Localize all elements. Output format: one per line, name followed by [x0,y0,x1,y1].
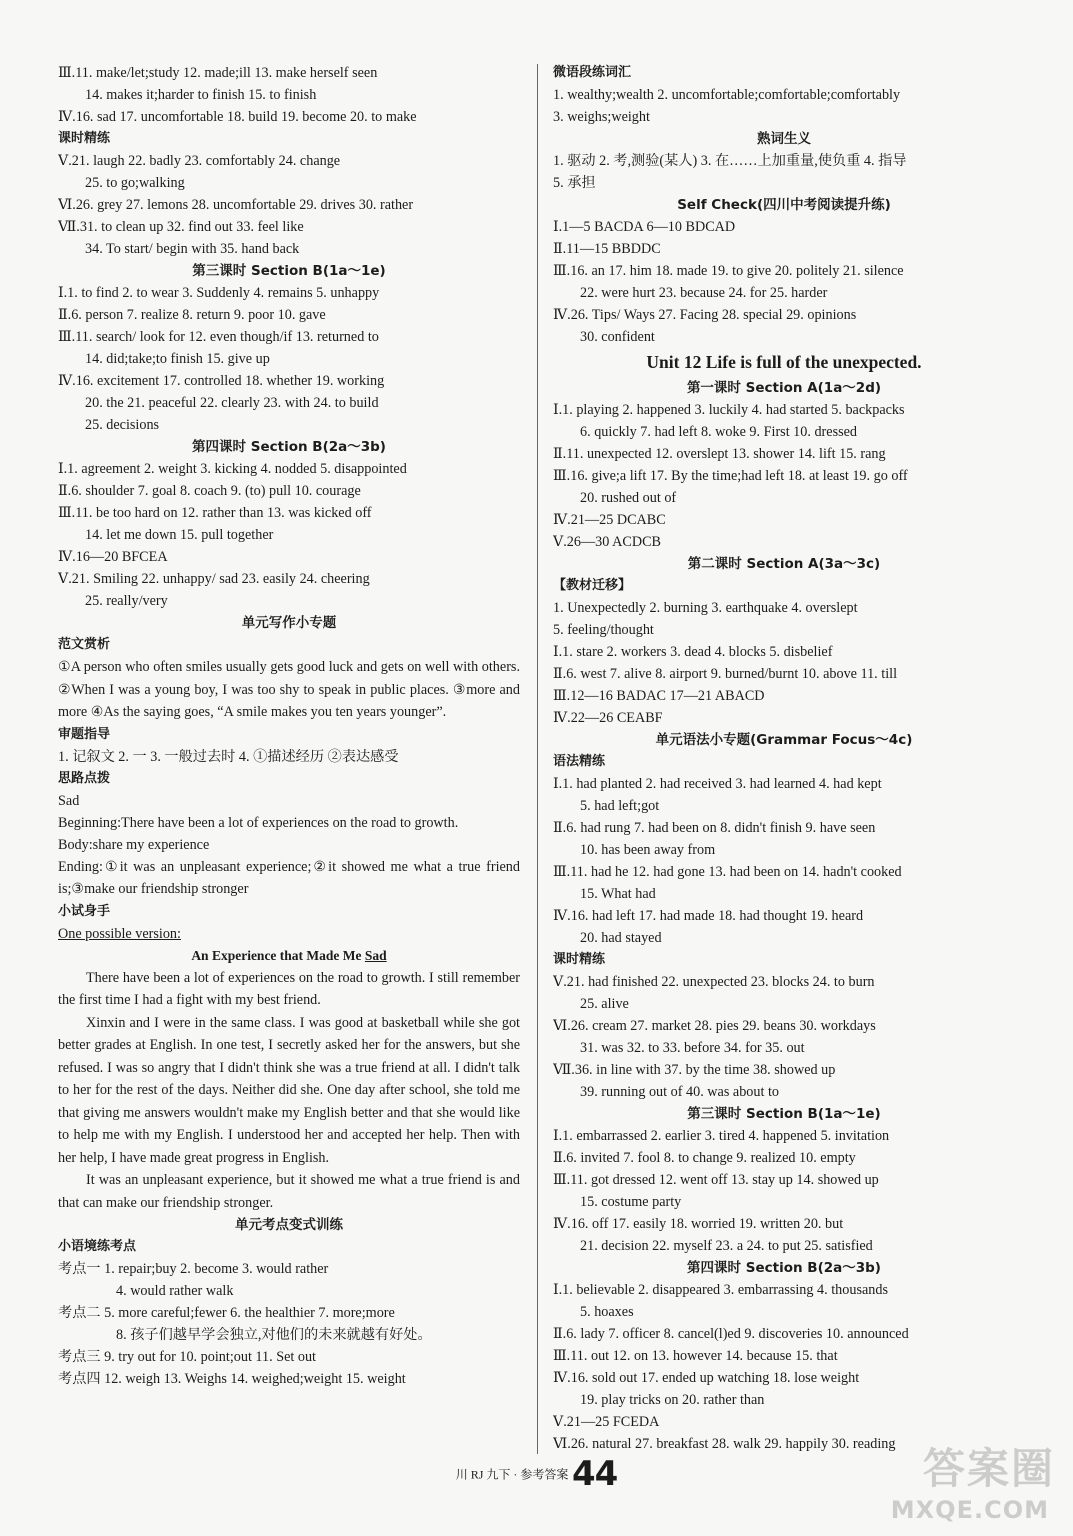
section-heading: 单元考点变式训练 [235,1217,343,1233]
answer-line: Ⅰ.1. believable 2. disappeared 3. embarrassing 4. thousands [553,1282,888,1298]
watermark-en: MXQE.COM [890,1496,1049,1524]
right-column [553,62,1015,1455]
answer-line: 30. confident [580,329,655,345]
answer-line: 3. weighs;weight [553,109,650,125]
answer-line: 14. let me down 15. pull together [85,527,274,543]
answer-line: Ⅲ.11. out 12. on 13. however 14. because 15. that [553,1348,838,1364]
section-heading: 熟词生义 [757,131,811,147]
answer-line: 5. had left;got [580,798,660,814]
answer-line: Ⅱ.6. lady 7. officer 8. cancel(l)ed 9. discoveries 10. announced [553,1326,909,1342]
answer-line: 15. costume party [580,1194,682,1210]
answer-line: Ⅰ.1. embarrassed 2. earlier 3. tired 4. happened 5. invitation [553,1128,890,1144]
answer-line: 25. decisions [85,417,160,433]
possible-version-label: One possible version: [58,925,181,942]
answer-line: Ⅱ.6. invited 7. fool 8. to change 9. realized 10. empty [553,1150,856,1166]
answer-line: 19. play tricks on 20. rather than [580,1392,765,1408]
writing-guide [58,724,520,856]
answer-line: Ⅴ.21. laugh 22. badly 23. comfortably 24. change [58,153,341,169]
answer-line: Ⅲ.11. got dressed 12. went off 13. stay up 14. showed up [553,1172,879,1188]
subsection-label: 小语境练考点 [58,1239,137,1254]
section-heading: Self Check(四川中考阅读提升练) [677,197,891,213]
answer-line: Ⅰ.1. agreement 2. weight 3. kicking 4. nodded 5. disappointed [58,461,407,477]
subsection-label: 审题指导 [58,726,111,742]
answer-line: 1. Unexpectedly 2. burning 3. earthquake 4. overslept [553,600,858,616]
answer-line: Ⅵ.26. natural 27. breakfast 28. walk 29. happily 30. reading [553,1436,896,1452]
subsection-label: 课时精练 [553,952,606,967]
answer-line: Ⅰ.1. to find 2. to wear 3. Suddenly 4. remains 5. unhappy [58,285,380,301]
answer-line: Ⅰ.1. had planted 2. had received 3. had learned 4. had kept [553,776,882,792]
answer-line: Ⅴ.21. had finished 22. unexpected 23. blocks 24. to burn [553,974,875,990]
answer-line: Ⅳ.21—25 DCABC [553,512,666,528]
answer-line: Ⅰ.1. stare 2. workers 3. dead 4. blocks 5. disbelief [553,644,833,660]
answer-line: Ⅳ.16. excitement 17. controlled 18. whether 19. working [58,373,385,389]
trial-label: 小试身手 [58,903,111,919]
essay-paragraph-1: There have been a lot of experiences on the road to growth. I still remember the first time I had a fight with my best friend. [58,969,520,1008]
answer-line: Ⅴ.26—30 ACDCB [553,534,661,550]
answer-line: 31. was 32. to 33. before 34. for 35. out [580,1040,805,1056]
answer-line: 考点一 1. repair;buy 2. become 3. would rather [58,1261,329,1277]
answer-line: Ⅱ.6. person 7. realize 8. return 9. poor 10. gave [58,307,326,323]
answer-line: Ⅲ.11. had he 12. had gone 13. had been on 14. hadn't cooked [553,864,902,880]
answer-line: Ⅰ.1—5 BACDA 6—10 BDCAD [553,219,736,235]
answer-line: 5. feeling/thought [553,622,654,638]
page-number: 44 [571,1454,618,1494]
answer-line: 5. hoaxes [580,1304,634,1320]
answer-line: 22. were hurt 23. because 24. for 25. harder [580,285,828,301]
answer-line: Ⅶ.31. to clean up 32. find out 33. feel like [58,219,304,235]
answer-line: Body:share my experience [58,836,210,853]
column-divider [537,64,538,1454]
answer-line: Ⅲ.11. make/let;study 12. made;ill 13. make herself seen [58,65,378,81]
watermark-logo [865,1436,1055,1526]
answer-line: 4. would rather walk [116,1283,234,1299]
answer-line: Ⅱ.11. unexpected 12. overslept 13. shower 14. lift 15. rang [553,446,886,462]
section-heading: 第三课时 Section B(1a～1e) [687,1106,881,1122]
answer-line: Ⅳ.26. Tips/ Ways 27. Facing 28. special 29. opinions [553,307,857,323]
answer-line: Ⅴ.21. Smiling 22. unhappy/ sad 23. easily 24. cheering [58,571,370,587]
subsection-label: 思路点拨 [58,770,111,786]
answer-line: 1. 驱动 2. 考,测验(某人) 3. 在……上加重量,使负重 4. 指导 [553,153,907,169]
answer-line: Ⅳ.16—20 BFCEA [58,549,168,565]
answer-line: 21. decision 22. myself 23. a 24. to put 25. satisfied [580,1238,873,1254]
left-answers [58,62,520,656]
answer-line: Ⅵ.26. cream 27. market 28. pies 29. beans 30. workdays [553,1018,876,1034]
essay-paragraph-2: Xinxin and I were in the same class. I was good at basketball while she got better grades at English. In one test, I secretly asked her for the answers, but she refused. I was so angry that I didn't think she was a true friend at all. I didn't talk to her for the rest of the days. Neither did she. One day after school, she told me that giving me answers wouldn't make my English better and that she would like to help me with my English. I understood her and accepted her help. Then with her help, I have made great progress in English. [58,1014,520,1166]
subsection-label: 范文赏析 [58,637,111,652]
answer-line: 25. really/very [85,593,168,609]
answer-line: Beginning:There have been a lot of experiences on the road to growth. [58,814,459,831]
answer-line: Ⅵ.26. grey 27. lemons 28. uncomfortable 29. drives 30. rather [58,197,414,213]
answer-line: Ⅳ.22—26 CEABF [553,710,663,726]
answer-line: Ⅳ.16. sad 17. uncomfortable 18. build 19. become 20. to make [58,109,417,125]
answer-line: Ⅱ.11—15 BBDDC [553,241,661,257]
answer-line: 5. 承担 [553,175,596,191]
answer-line: 20. the 21. peaceful 22. clearly 23. with 24. to build [85,395,379,411]
answer-line: Ⅲ.11. search/ look for 12. even though/if 13. returned to [58,329,379,345]
section-heading: 第四课时 Section B(2a～3b) [687,1260,881,1276]
answer-line: 25. to go;walking [85,175,185,191]
section-heading: 单元写作小专题 [241,615,337,631]
answer-line: 考点四 12. weigh 13. Weighs 14. weighed;weight 15. weight [58,1371,406,1387]
answer-line: Ⅲ.12—16 BADAC 17—21 ABACD [553,688,765,704]
answer-line: Ⅲ.16. give;a lift 17. By the time;had left 18. at least 19. go off [553,468,908,484]
subsection-label: 微语段练词汇 [553,65,632,80]
section-heading: 第三课时 Section B(1a～1e) [192,263,386,279]
answer-line: 14. makes it;harder to finish 15. to finish [85,87,317,103]
subsection-label: 课时精练 [58,131,111,146]
ending-outline: Ending:①it was an unpleasant experience;②it showed me what a true friend is;③make our friendship stronger [58,858,520,897]
answer-line: Ⅳ.16. had left 17. had made 18. had thought 19. heard [553,908,864,924]
answer-line: 考点二 5. more careful;fewer 6. the healthier 7. more;more [58,1305,395,1321]
section-heading: Unit 12 Life is full of the unexpected. [646,352,922,372]
answer-line: 14. did;take;to finish 15. give up [85,351,270,367]
unit-exam-points [58,1214,520,1390]
answer-line: Ⅲ.11. be too hard on 12. rather than 13. was kicked off [58,505,372,521]
answer-line: 25. alive [580,996,629,1012]
answer-line: Ⅱ.6. shoulder 7. goal 8. coach 9. (to) pull 10. courage [58,483,361,499]
answer-line: 1. 记叙文 2. 一 3. 一般过去时 4. ①描述经历 ②表达感受 [58,748,399,765]
footer-label: 川 RJ 九下 · 参考答案 [455,1467,569,1482]
section-heading: 第二课时 Section A(3a～3c) [687,556,881,572]
section-heading: 第四课时 Section B(2a～3b) [192,439,386,455]
answer-line: 6. quickly 7. had left 8. woke 9. First 10. dressed [580,424,858,440]
answer-line: Sad [58,792,80,809]
essay-paragraph-3: It was an unpleasant experience, but it showed me what a true friend is and that can make our friendship stronger. [58,1172,520,1211]
answer-line: 20. rushed out of [580,490,677,506]
section-heading: 第一课时 Section A(1a～2d) [686,380,882,396]
answer-line: Ⅱ.6. west 7. alive 8. airport 9. burned/burnt 10. above 11. till [553,666,898,682]
subsection-label: 语法精练 [553,754,606,769]
answer-line: 15. What had [580,886,656,902]
left-column [58,62,520,1390]
answer-line: 8. 孩子们越早学会独立,对他们的未来就越有好处。 [116,1327,432,1343]
answer-line: Ⅱ.6. had rung 7. had been on 8. didn't finish 9. have seen [553,820,876,836]
answer-line: Ⅴ.21—25 FCEDA [553,1414,660,1430]
essay-title: An Experience that Made Me Sad [191,947,387,963]
answer-line: Ⅶ.36. in line with 37. by the time 38. showed up [553,1062,836,1078]
model-essay-analysis: ①A person who often smiles usually gets good luck and gets on well with others. ②When I was a young boy, I was too shy to speak in public places. ③more and more ④As the saying goes, “A smile makes you ten years younger”. [58,659,520,720]
answer-line: Ⅳ.16. off 17. easily 18. worried 19. written 20. but [553,1216,844,1232]
answer-line: 10. has been away from [580,842,716,858]
answer-line: Ⅰ.1. playing 2. happened 3. luckily 4. had started 5. backpacks [553,402,905,418]
watermark-cn: 答案圈 [922,1444,1055,1493]
answer-line: Ⅳ.16. sold out 17. ended up watching 18. lose weight [553,1370,860,1386]
section-heading: 单元语法小专题(Grammar Focus～4c) [655,732,913,748]
answer-line: 39. running out of 40. was about to [580,1084,779,1100]
answer-line: 1. wealthy;wealth 2. uncomfortable;comfortable;comfortably [553,87,901,103]
answer-line: 20. had stayed [580,930,662,946]
answer-line: Ⅲ.16. an 17. him 18. made 19. to give 20. politely 21. silence [553,263,904,279]
answer-line: 考点三 9. try out for 10. point;out 11. Set out [58,1349,316,1365]
subsection-label: 【教材迁移】 [553,578,632,593]
answer-line: 34. To start/ begin with 35. hand back [85,241,300,257]
